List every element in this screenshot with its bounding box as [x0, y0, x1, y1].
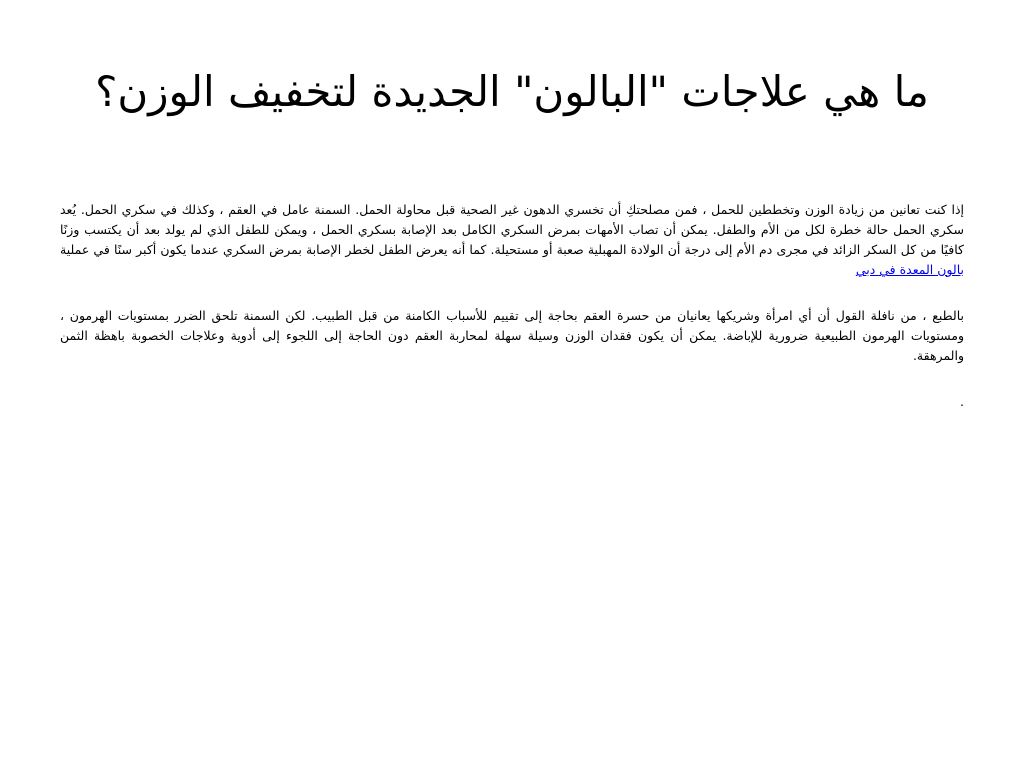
- gastric-balloon-dubai-link[interactable]: بالون المعدة في دبي: [855, 262, 964, 277]
- paragraph-2: بالطبع ، من نافلة القول أن أي امرأة وشريكها يعانيان من حسرة العقم بحاجة إلى تقييم للأسباب الكامنة من قبل الطبيب. لكن السمنة تلحق الضرر بمستويات الهرمون ، ومستويات الهرمون الطبيعية ضرورية للإباضة. يمكن أن يكون فقدان الوزن وسيلة سهلة لمحاربة العقم دون الحاجة إلى اللجوء إلى أدوية وعلاجات الخصوبة باهظة الثمن والمرهقة.: [60, 308, 964, 363]
- slide-title: ما هي علاجات "البالون" الجديدة لتخفيف الوزن؟: [95, 67, 929, 116]
- paragraph-1: [60, 200, 964, 280]
- slide-body: [60, 200, 964, 438]
- trailing-period: .: [960, 394, 964, 409]
- paragraph-1-text: إذا كنت تعانين من زيادة الوزن وتخططين للحمل ، فمن مصلحتكِ أن تخسري الدهون غير الصحية قبل محاولة الحمل. السمنة عامل في العقم ، وكذلك في سكري الحمل. يُعد سكري الحمل حالة خطرة لكل من الأم والطفل. يمكن أن تصاب الأمهات بمرض السكري الكامل بعد الإصابة بسكري الحمل ، ويمكن للطفل الذي لم يولد بعد أن يكتسب وزنًا كافيًا من كل السكر الزائد في مجرى دم الأم إلى درجة أن الولادة المهبلية صعبة أو مستحيلة. كما أنه يعرض الطفل لخطر الإصابة بمرض السكري عندما يكون أكبر سنًا في عملية: [60, 202, 964, 257]
